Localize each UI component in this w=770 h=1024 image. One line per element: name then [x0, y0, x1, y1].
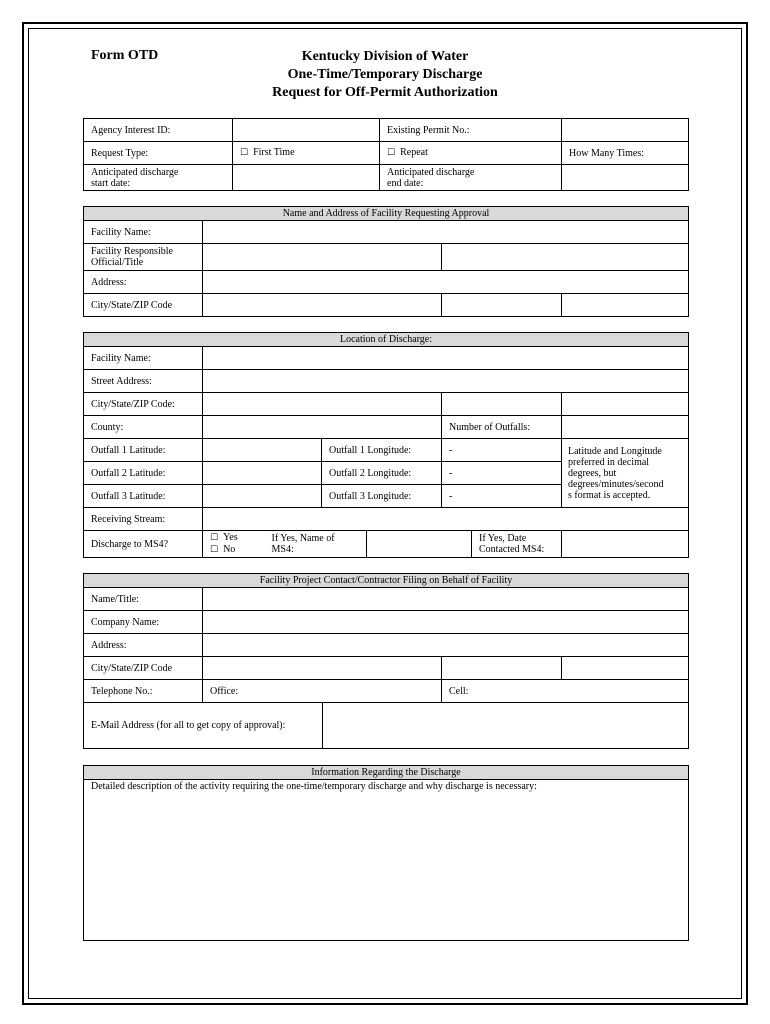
outfall-3-latitude-label: Outfall 3 Latitude:	[84, 485, 203, 508]
lat-long-format-note	[562, 439, 689, 508]
form-title	[200, 48, 570, 102]
request-info-table	[83, 118, 689, 191]
contact-name-title-label: Name/Title:	[84, 588, 203, 611]
title-line-3: Request for Off-Permit Authorization	[272, 85, 498, 100]
existing-permit-no-field[interactable]	[562, 119, 689, 142]
location-zip-field[interactable]	[562, 393, 689, 416]
facility-address-field[interactable]	[203, 271, 689, 294]
location-table	[83, 332, 689, 558]
outfall-2-longitude-field[interactable]: -	[442, 462, 562, 485]
first-time-label: First Time	[253, 147, 295, 158]
contact-address-field[interactable]	[203, 634, 689, 657]
date-contacted-label-line-2: Contacted MS4:	[479, 544, 545, 555]
outfall-3-longitude-label: Outfall 3 Longitude:	[322, 485, 442, 508]
title-line-1: Kentucky Division of Water	[301, 49, 469, 64]
discharge-description-prompt: Detailed description of the activity requiring the one-time/temporary discharge and why discharge is necessary:	[91, 781, 537, 792]
checkbox-icon[interactable]: ☐	[210, 545, 219, 555]
responsible-official-label	[84, 244, 203, 271]
form-id: Form OTD	[91, 48, 159, 63]
end-date-field[interactable]	[562, 165, 689, 191]
facility-state-field[interactable]	[442, 294, 562, 317]
ms4-yes-label: Yes	[223, 532, 238, 543]
facility-address-label: Address:	[84, 271, 203, 294]
discharge-description-field[interactable]	[84, 780, 689, 941]
county-label: County:	[84, 416, 203, 439]
contact-name-title-field[interactable]	[203, 588, 689, 611]
street-address-field[interactable]	[203, 370, 689, 393]
note-line-4: degrees/minutes/second	[568, 478, 664, 490]
date-contacted-ms4-label	[472, 531, 562, 558]
discharge-ms4-label: Discharge to MS4?	[84, 531, 203, 558]
outfall-1-latitude-field[interactable]	[203, 439, 322, 462]
email-field[interactable]	[323, 703, 689, 749]
outfall-2-latitude-label: Outfall 2 Latitude:	[84, 462, 203, 485]
location-facility-name-label: Facility Name:	[84, 347, 203, 370]
repeat-label: Repeat	[400, 147, 428, 158]
facility-name-label: Facility Name:	[84, 221, 203, 244]
existing-permit-no-label: Existing Permit No.:	[380, 119, 562, 142]
responsible-official-label-line-1: Facility Responsible	[91, 246, 173, 257]
request-type-label: Request Type:	[84, 142, 233, 165]
contact-zip-field[interactable]	[562, 657, 689, 680]
start-date-field[interactable]	[233, 165, 380, 191]
contact-city-label: City/State/ZIP Code	[84, 657, 203, 680]
start-date-label	[84, 165, 233, 191]
email-label: E-Mail Address (for all to get copy of approval):	[84, 703, 323, 749]
office-phone-field[interactable]: Office:	[203, 680, 442, 703]
number-of-outfalls-label: Number of Outfalls:	[442, 416, 562, 439]
receiving-stream-field[interactable]	[203, 508, 689, 531]
county-field[interactable]	[203, 416, 442, 439]
repeat-option[interactable]	[380, 142, 562, 165]
note-line-2: preferred in decimal	[568, 456, 650, 468]
outfall-1-longitude-label: Outfall 1 Longitude:	[322, 439, 442, 462]
end-date-label-line-2: end date:	[387, 177, 424, 189]
facility-table	[83, 206, 689, 317]
first-time-option[interactable]	[233, 142, 380, 165]
note-line-1: Latitude and Longitude	[568, 445, 662, 457]
ms4-no-option[interactable]	[210, 544, 258, 556]
date-contacted-ms4-field[interactable]	[562, 531, 689, 558]
discharge-info-table	[83, 765, 689, 941]
ms4-name-field[interactable]	[367, 531, 472, 558]
outfall-1-longitude-field[interactable]: -	[442, 439, 562, 462]
ms4-name-label	[265, 531, 367, 558]
agency-interest-id-field[interactable]	[233, 119, 380, 142]
contact-address-label: Address:	[84, 634, 203, 657]
title-line-2: One-Time/Temporary Discharge	[287, 67, 483, 82]
checkbox-icon[interactable]: ☐	[240, 148, 249, 158]
responsible-official-field[interactable]	[203, 244, 442, 271]
end-date-label-line-1: Anticipated discharge	[387, 166, 475, 178]
location-state-field[interactable]	[442, 393, 562, 416]
start-date-label-line-2: start date:	[91, 177, 131, 189]
note-line-5: s format is accepted.	[568, 489, 651, 501]
checkbox-icon[interactable]: ☐	[387, 148, 396, 158]
facility-zip-field[interactable]	[562, 294, 689, 317]
info-section-header: Information Regarding the Discharge	[84, 766, 689, 780]
responsible-official-label-line-2: Official/Title	[91, 257, 144, 268]
location-section-header: Location of Discharge:	[84, 333, 689, 347]
telephone-label: Telephone No.:	[84, 680, 203, 703]
outfall-2-longitude-label: Outfall 2 Longitude:	[322, 462, 442, 485]
note-line-3: degrees, but	[568, 467, 617, 479]
start-date-label-line-1: Anticipated discharge	[91, 166, 179, 178]
facility-city-label: City/State/ZIP Code	[84, 294, 203, 317]
ms4-name-label-line-2: MS4:	[271, 544, 294, 555]
facility-name-field[interactable]	[203, 221, 689, 244]
facility-section-header: Name and Address of Facility Requesting Approval	[84, 207, 689, 221]
number-of-outfalls-field[interactable]	[562, 416, 689, 439]
how-many-times-label: How Many Times:	[562, 142, 689, 165]
ms4-yes-option[interactable]	[210, 532, 258, 544]
ms4-name-label-line-1: If Yes, Name of	[271, 533, 335, 544]
facility-city-field[interactable]	[203, 294, 442, 317]
date-contacted-label-line-1: If Yes, Date	[479, 533, 527, 544]
contact-table	[83, 573, 689, 749]
location-city-label: City/State/ZIP Code:	[84, 393, 203, 416]
checkbox-icon[interactable]: ☐	[210, 533, 219, 543]
outfall-3-longitude-field[interactable]: -	[442, 485, 562, 508]
agency-interest-id-label: Agency Interest ID:	[84, 119, 233, 142]
ms4-no-label: No	[223, 544, 236, 555]
contact-city-field[interactable]	[203, 657, 442, 680]
outfall-3-latitude-field[interactable]	[203, 485, 322, 508]
street-address-label: Street Address:	[84, 370, 203, 393]
company-name-field[interactable]	[203, 611, 689, 634]
cell-phone-field[interactable]: Cell:	[442, 680, 689, 703]
location-facility-name-field[interactable]	[203, 347, 689, 370]
outfall-2-latitude-field[interactable]	[203, 462, 322, 485]
contact-section-header: Facility Project Contact/Contractor Filing on Behalf of Facility	[84, 574, 689, 588]
ms4-yes-no-options[interactable]	[203, 531, 265, 558]
contact-state-field[interactable]	[442, 657, 562, 680]
end-date-label	[380, 165, 562, 191]
responsible-title-field[interactable]	[442, 244, 689, 271]
location-city-field[interactable]	[203, 393, 442, 416]
company-name-label: Company Name:	[84, 611, 203, 634]
outfall-1-latitude-label: Outfall 1 Latitude:	[84, 439, 203, 462]
receiving-stream-label: Receiving Stream:	[84, 508, 203, 531]
